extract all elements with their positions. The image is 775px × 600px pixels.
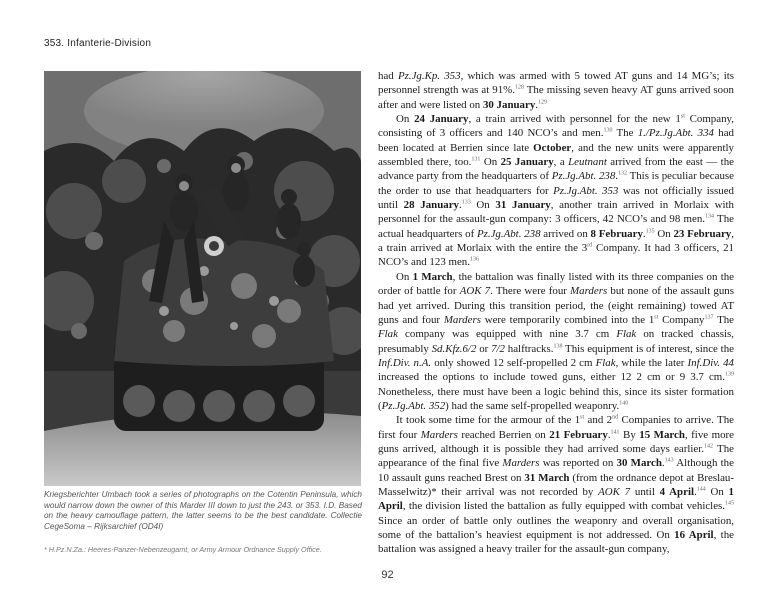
text-run: The appearance of the final five (378, 442, 734, 470)
text-run: company was equipped with nine 3.7 cm (397, 328, 617, 341)
text-run: 21 February (549, 428, 608, 441)
text-run: . (615, 170, 619, 183)
note-reference: 138 (553, 342, 563, 349)
text-run: was not officially issued until (378, 184, 734, 212)
text-run: The (612, 127, 638, 140)
note-reference: st (580, 414, 585, 421)
text-run: . (458, 199, 462, 212)
text-run: arrived on (540, 227, 591, 240)
text-run: The (713, 313, 734, 326)
text-run: Company, consisting of 3 officers and 140 NCO’s and men. (378, 113, 734, 140)
note-reference: 128 (514, 84, 524, 91)
text-run: Pz.Jg.Abt. 353 (553, 184, 619, 197)
body-paragraph (378, 69, 734, 112)
note-reference: 142 (704, 443, 714, 450)
text-run: had (378, 70, 398, 82)
text-run: 30 March (616, 457, 662, 470)
text-run: Inf.Div. n.A. (378, 356, 432, 369)
text-run: On (396, 270, 413, 283)
text-run: On (396, 113, 415, 126)
text-run: Although the 10 assault guns reached Brest on (378, 457, 734, 484)
note-reference: 141 (610, 428, 620, 435)
text-run: increased the options to include towed guns, either 12 2 cm or 9 3.7 cm. (378, 371, 725, 384)
text-run: On (705, 485, 729, 498)
text-run: . (642, 227, 646, 240)
text-run: 31 March (524, 471, 570, 484)
text-run: , the battalion was assigned a heavy trailer for the assault-gun company, (378, 529, 734, 556)
note-reference: 133 (461, 199, 471, 206)
text-run: On (480, 156, 501, 169)
text-run: 28 January (403, 199, 459, 212)
note-reference: 131 (471, 156, 481, 163)
text-run: 8 February (590, 227, 643, 240)
text-run: AOK 7 (598, 485, 631, 498)
page-number: 92 (381, 569, 394, 581)
note-reference: st (680, 113, 685, 120)
text-run: were temporarily combined into the 1 (480, 313, 655, 326)
text-run: , a (553, 156, 569, 169)
text-run: Nonetheless, there must have been a logic behind this, since its sister formation ( (378, 385, 734, 412)
text-run: It took some time for the armour of the 1 (396, 414, 581, 427)
text-run: had been located at Berrien since late (378, 127, 734, 154)
text-run: . There were four (490, 285, 571, 298)
text-run: Pz.Jg.Kp. 353 (397, 70, 461, 82)
text-run: Companies to arrive. The first four (378, 414, 734, 441)
text-run: Pz.Jg.Abt. 238 (476, 227, 541, 240)
text-run: , five more guns arrived, although it is possible they had arrived some days earlier. (378, 428, 734, 455)
note-reference: nd (612, 414, 619, 421)
text-run: on tracked chassis, presumably (378, 328, 734, 355)
text-run: but none of the assault guns had yet arrived. During this transition period, the (eight remaining) towed AT guns and four (378, 285, 734, 326)
body-text-column (378, 69, 734, 557)
text-run: 1 March (412, 270, 453, 283)
note-reference: 136 (469, 256, 479, 263)
note-reference: 130 (603, 127, 613, 134)
text-run: 23 February (673, 227, 732, 240)
text-run: and 2 (584, 414, 613, 427)
text-run: The missing seven heavy AT guns arrived soon after and were listed on (378, 84, 734, 111)
text-run: 1 April (378, 485, 734, 513)
text-run: The actual headquarters of (378, 213, 734, 240)
text-run: Marders (443, 313, 481, 326)
text-run: reached Berrien on (457, 428, 550, 441)
text-run: Company. It had 3 officers, 21 NCO’s and 123 men. (378, 242, 734, 269)
note-reference: 143 (664, 457, 674, 464)
text-run: Marders (420, 428, 458, 441)
text-run: On (654, 227, 674, 240)
text-run: This equipment is of interest, since the (562, 342, 734, 355)
text-run: only showed 12 self-propelled 2 cm (431, 356, 596, 369)
text-run: , which was armed with 5 towed AT guns and 14 MG’s; its personnel strength was at 91%. (378, 70, 734, 97)
note-reference: 144 (696, 486, 706, 493)
text-run: Leutnant (568, 156, 607, 169)
text-run: halftracks. (504, 342, 554, 355)
text-run: 30 January (482, 98, 536, 111)
text-run: On (470, 199, 496, 212)
note-reference: 135 (645, 228, 655, 235)
text-run: , while the later (615, 356, 688, 369)
text-run: , the battalion was finally listed with its three companies on the order of battle for (378, 270, 734, 298)
text-run: 16 April (674, 529, 714, 541)
running-header: 353. Infanterie-Division (44, 38, 152, 49)
text-run: 1./Pz.Jg.Abt. 334 (637, 127, 714, 140)
text-run: Marders (570, 285, 608, 298)
text-run: Flak (378, 328, 398, 341)
footnote: * H.Pz.N.Za.: Heeres-Panzer-Nebenzeugamt, or Army Armour Ordnance Supply Office. (44, 545, 322, 554)
note-reference: 132 (618, 170, 628, 177)
text-run: , the division listed the battalion as fully equipped with combat vehicles. (402, 500, 725, 513)
text-run: , a train arrived at Morlaix with the entire the 3 (378, 227, 734, 255)
text-run: Flak (616, 328, 637, 341)
historical-photo (44, 71, 361, 486)
text-run: This is peculiar because the order to use that headquarters for (378, 170, 734, 197)
text-run: Pz.Jg.Abt. 238 (551, 170, 616, 183)
note-reference: 139 (725, 371, 734, 378)
note-reference: rd (587, 242, 593, 249)
text-run: arrived from the east — the advance party from the headquarters of (378, 156, 734, 183)
text-run: 4 April (659, 485, 694, 498)
text-run: ) had the same self-propelled weaponry. (445, 399, 620, 412)
text-run: , another train arrived in Morlaix with personnel for the assault-gun company: 3 officers, 42 NCO’s and 98 men. (378, 199, 734, 226)
text-run: 7/2 (491, 342, 505, 355)
text-run: Pz.Jg.Abt. 352 (381, 399, 446, 412)
text-run: , and the new units were apparently assembled there, too. (378, 141, 734, 169)
text-run: was reported on (539, 457, 617, 470)
text-run: By (619, 428, 640, 441)
text-run: or (476, 342, 492, 355)
photo-image (44, 71, 361, 486)
body-paragraph (378, 413, 734, 556)
note-reference: 145 (725, 500, 734, 507)
text-run: . (535, 98, 539, 111)
note-reference: 134 (705, 213, 715, 220)
text-run: Inf.Div. 44 (687, 356, 734, 369)
text-run: . (694, 485, 697, 498)
text-run: (from the ordnance depot at Breslau-Masselwitz)* their arrival was not recorded by (378, 471, 734, 498)
body-paragraph (378, 112, 734, 270)
text-run: Since an order of battle only outlines the weaponry and overall organisation, some of the battalion’s heaviest equipment is not addressed. On (378, 514, 734, 541)
text-run: AOK 7 (459, 285, 491, 298)
note-reference: 137 (704, 314, 714, 321)
text-run: , a train arrived with personnel for the new 1 (468, 113, 681, 126)
note-reference: 140 (619, 400, 629, 407)
text-run: . (661, 457, 665, 470)
note-reference: 129 (538, 99, 548, 106)
text-run: Company (658, 313, 705, 326)
text-run: 25 January (500, 156, 554, 169)
body-paragraph (378, 270, 734, 413)
text-run: Flak (595, 356, 616, 369)
text-run: Sd.Kfz.6/2 (431, 342, 477, 355)
text-run: October (533, 141, 572, 154)
note-reference: st (654, 314, 659, 321)
text-run: until (630, 485, 660, 498)
text-run: . (607, 428, 611, 441)
text-run: 31 January (495, 199, 551, 212)
photo-caption: Kriegsberichter Umbach took a series of photographs on the Cotentin Peninsula, which would narrow down the owner of this Marder III down to just the 243. or 353. I.D. Based on the heavy camouflage pattern, the latter seems to be the best candidate. Collectie CegeSoma – Rijksarchief (OD4I) (44, 490, 362, 531)
text-run: 15 March (639, 428, 685, 441)
text-run: 24 January (414, 113, 469, 126)
text-run: Marders (502, 457, 540, 470)
